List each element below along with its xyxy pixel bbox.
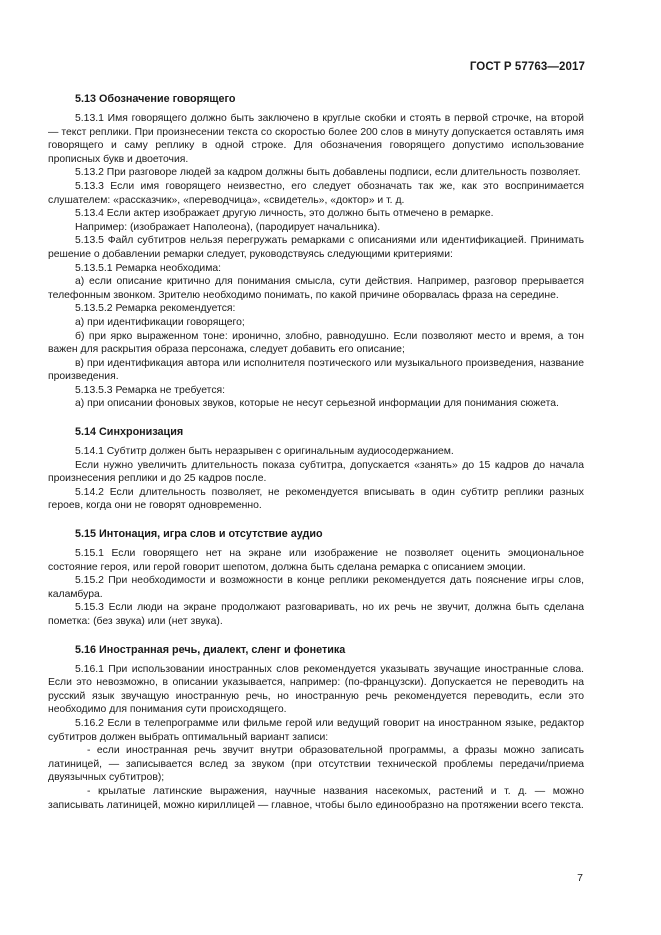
paragraph: 5.15.2 При необходимости и возможности в конце реплики рекомендуется дать пояснение игры слов, каламбура. bbox=[48, 575, 584, 600]
paragraph: 5.13.5.2 Ремарка рекомендуется: bbox=[75, 303, 236, 315]
paragraph: 5.13.3 Если имя говорящего неизвестно, его следует обозначать так же, как это воспринимается слушателем: «рассказчик», «переводчица», «свидетель», «доктор» и т. д. bbox=[48, 180, 584, 206]
paragraph: 5.14.2 Если длительность позволяет, не рекомендуется вписывать в один субтитр реплики разных героев, когда они не говорят одновременно. bbox=[48, 486, 584, 512]
paragraph: а) при идентификации говорящего; bbox=[75, 316, 245, 328]
list-item: - если иностранная речь звучит внутри образовательной программы, а фразы можно записать латиницей, — записывается вслед за звуком (при отсутствии технической проблемы передачи/приема двуязычных субтитров); bbox=[48, 745, 584, 784]
page-number: 7 bbox=[577, 872, 583, 884]
section-heading-5-13: 5.13 Обозначение говорящего bbox=[75, 93, 236, 105]
paragraph: 5.16.2 Если в телепрограмме или фильме герой или ведущий говорит на иностранном языке, редактор субтитров должен выбрать оптимальный вариант записи: bbox=[48, 717, 584, 743]
section-heading-5-16: 5.16 Иностранная речь, диалект, сленг и фонетика bbox=[75, 643, 346, 656]
paragraph: Например: (изображает Наполеона), (пародирует начальника). bbox=[75, 221, 381, 233]
paragraph: 5.16.1 При использовании иностранных слов рекомендуется указывать звучащие иностранные слова. Если это невозможно, в описании указывается, например: (по-французски). Допускается не переводить на русский язык звучащую иностранную речь, но иностранную речь рекомендуется переводить, если это необходимо для понимания сути происходящего. bbox=[48, 663, 584, 716]
paragraph: 5.15.3 Если люди на экране продолжают разговаривать, но их речь не звучит, должна быть сделана пометка: (без звука) или (нет звука). bbox=[48, 602, 584, 627]
paragraph: 5.13.1 Имя говорящего должно быть заключено в круглые скобки и стоять в первой строчке, на второй — текст реплики. При произнесении текста со скоростью более 200 слов в минуту допускается оставлять имя говорящего и саму реплику в одной строке. Для обозначения говорящего допустимо использование прописных букв и двоеточия. bbox=[48, 113, 584, 165]
section-heading-5-15: 5.15 Интонация, игра слов и отсутствие аудио bbox=[75, 528, 323, 541]
paragraph: 5.13.2 При разговоре людей за кадром должны быть добавлены подписи, если длительность позволяет. bbox=[75, 167, 581, 179]
paragraph: а) при описании фоновых звуков, которые не несут серьезной информации для понимания сюжета. bbox=[75, 398, 559, 410]
paragraph: 5.14.1 Субтитр должен быть неразрывен с оригинальным аудиосодержанием. bbox=[75, 446, 454, 458]
section-heading-5-14: 5.14 Синхронизация bbox=[75, 426, 184, 439]
paragraph: в) при идентификация автора или исполнителя поэтического или музыкального произведения, название произведения. bbox=[48, 357, 584, 383]
paragraph: 5.13.5.3 Ремарка не требуется: bbox=[75, 384, 226, 396]
standard-code: ГОСТ Р 57763—2017 bbox=[469, 61, 585, 73]
paragraph: б) при ярко выраженном тоне: иронично, злобно, равнодушно. Если позволяют место и время, а тон важен для раскрытия образа персонажа, следует добавить его описание; bbox=[48, 330, 584, 356]
paragraph: а) если описание критично для понимания смысла, сути действия. Например, разговор прерывается телефонным звонком. Зрителю необходимо понимать, по какой причине оборвалась фраза на середине. bbox=[48, 276, 584, 301]
paragraph: 5.15.1 Если говорящего нет на экране или изображение не позволяет оценить эмоциональное состояние героя, или герой говорит шепотом, должна быть сделана ремарка с описанием эмоции. bbox=[48, 548, 584, 573]
paragraph: 5.13.5 Файл субтитров нельзя перегружать ремарками с описаниями или идентификацией. Принимать решение о добавлении ремарки следует, руководствуясь следующими критериями: bbox=[48, 235, 584, 260]
paragraph: 5.13.5.1 Ремарка необходима: bbox=[75, 262, 222, 274]
document-body bbox=[48, 92, 584, 812]
paragraph: Если нужно увеличить длительность показа субтитра, допускается «занять» до 15 кадров до начала произнесения реплики и до 25 кадров после. bbox=[48, 459, 584, 485]
paragraph: 5.13.4 Если актер изображает другую личность, это должно быть отмечено в ремарке. bbox=[75, 208, 494, 220]
list-item: - крылатые латинские выражения, научные названия насекомых, растений и т. д. — можно записывать латиницей, можно кириллицей — главное, чтобы было единообразно на протяжении всего текста. bbox=[48, 785, 584, 811]
